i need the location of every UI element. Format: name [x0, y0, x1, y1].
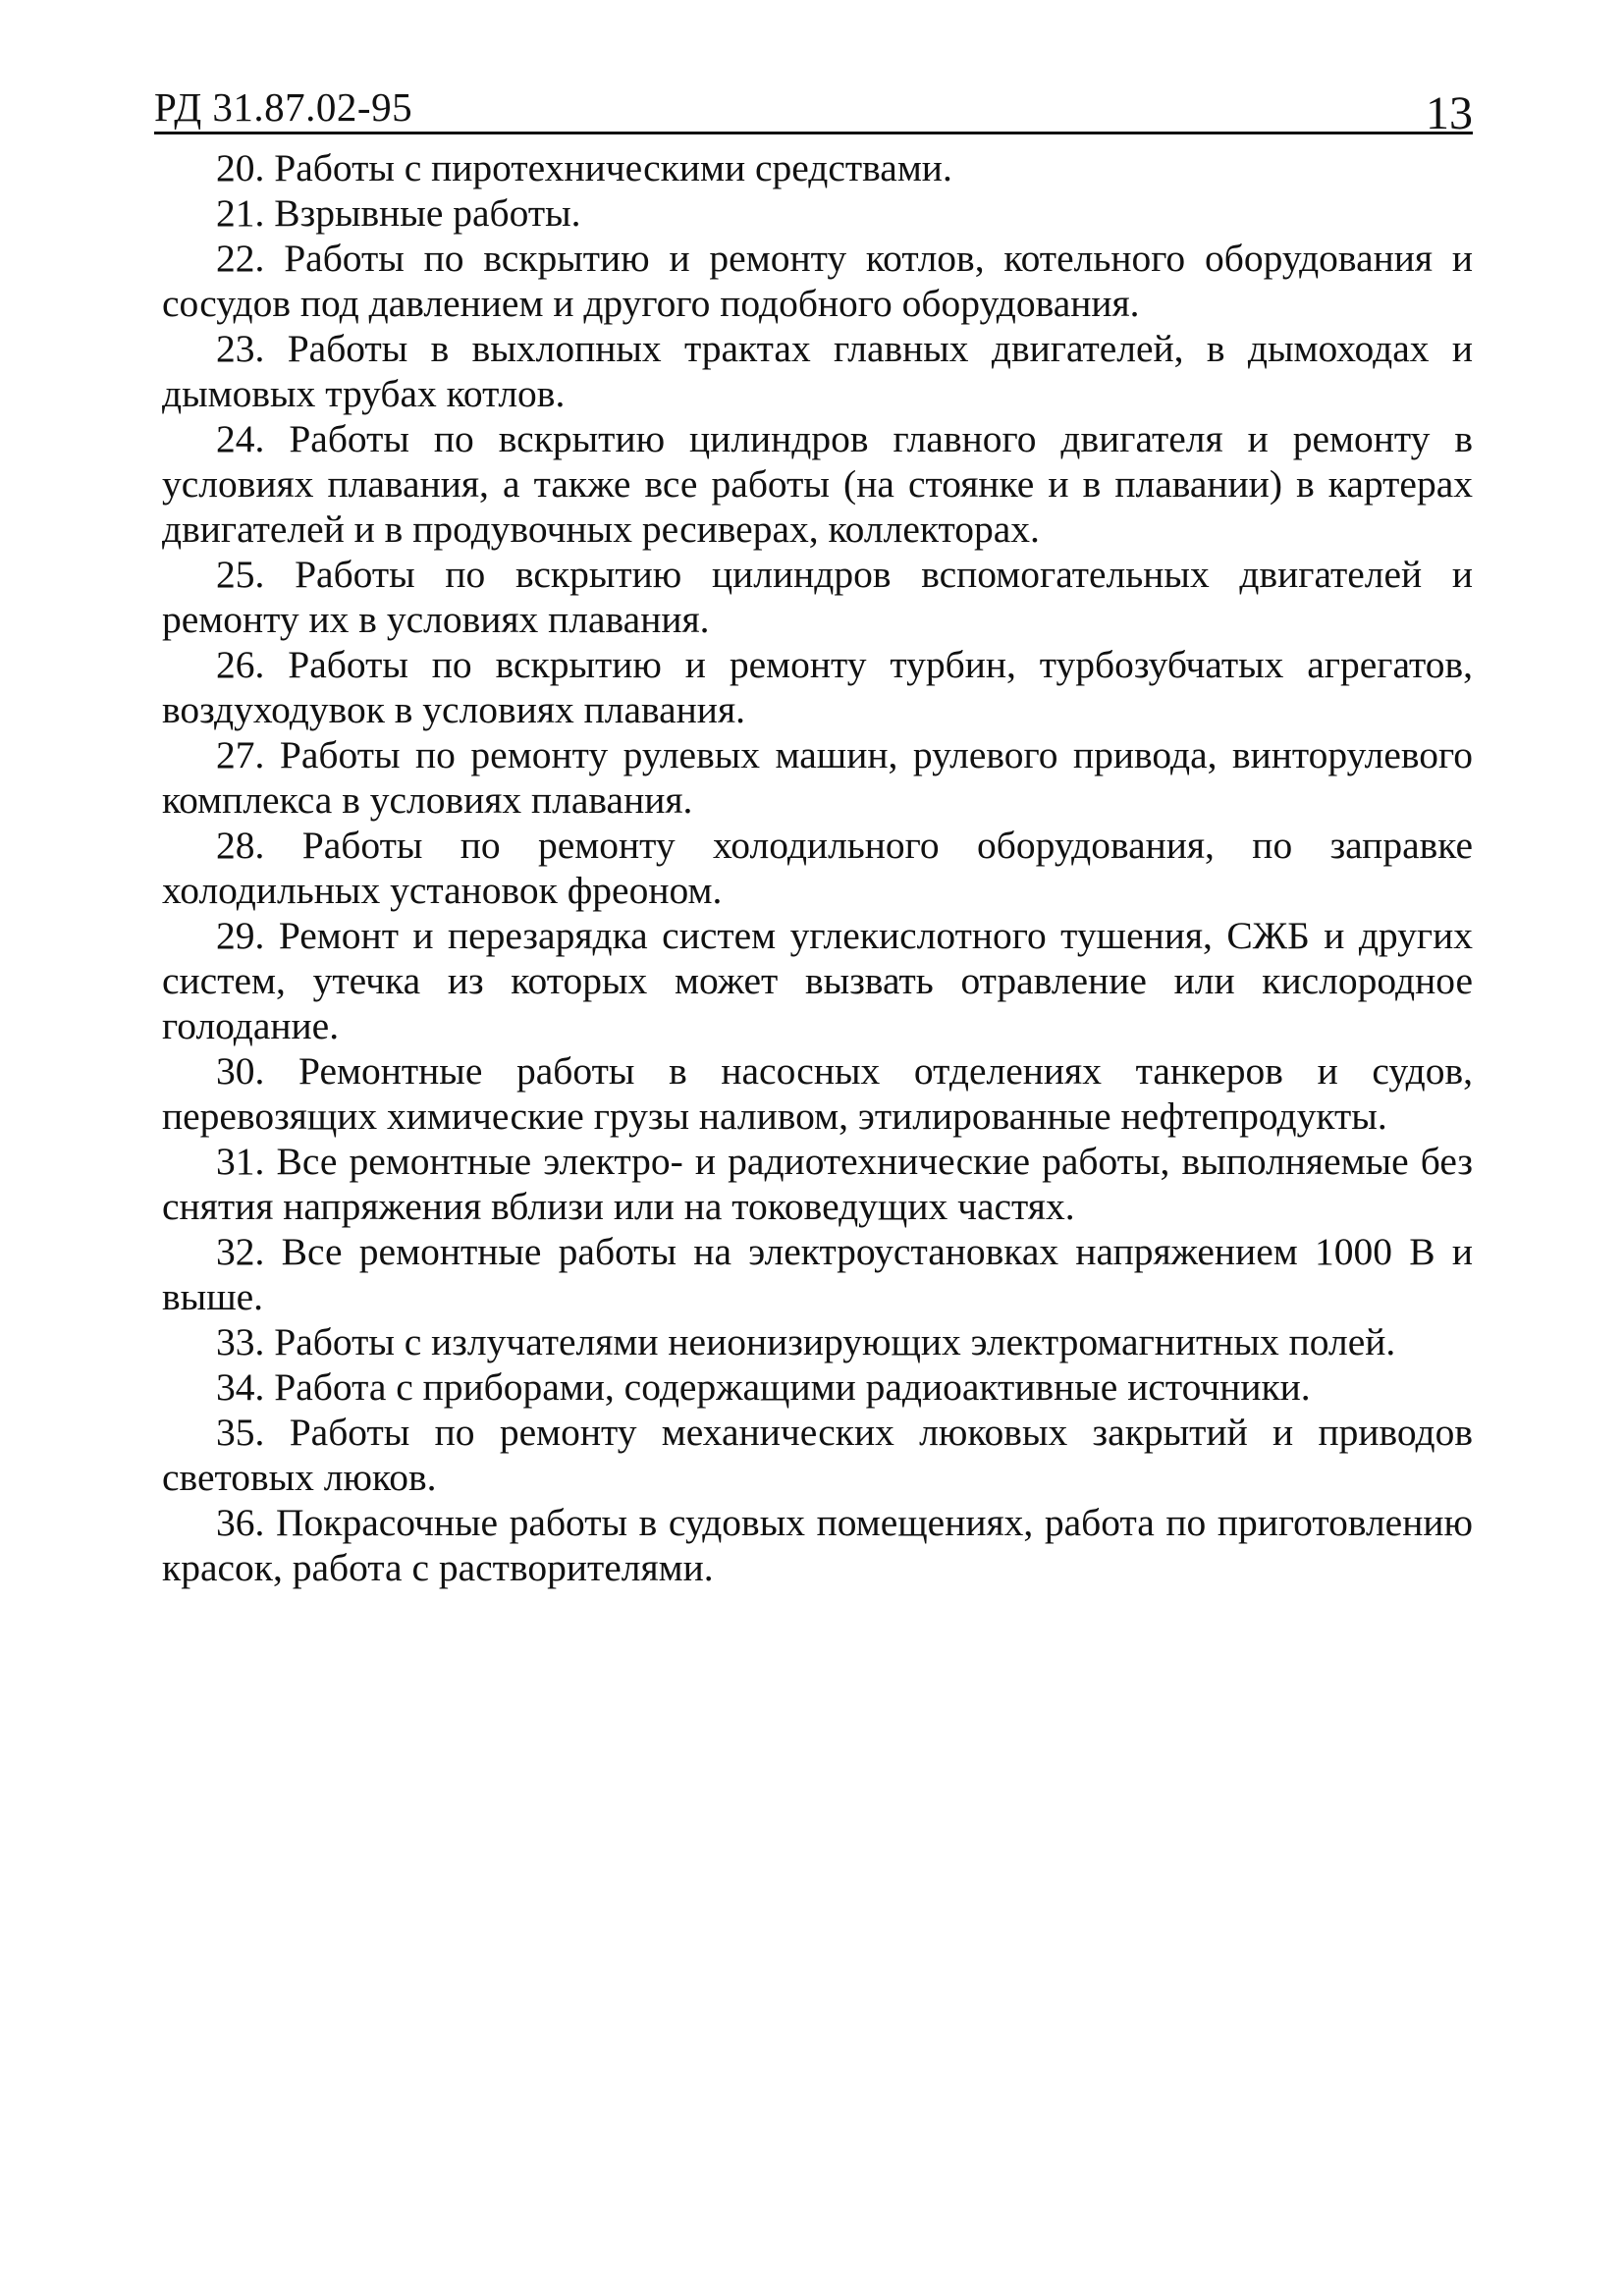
list-item-34: 34. Работа с приборами, содержащими радиоактивные источники.: [216, 1365, 1311, 1409]
list-item-22: 22. Работы по вскрытию и ремонту котлов, котельного оборудования и сосудов под давлением и другого подобного оборудования.: [162, 237, 1473, 325]
list-item-24: 24. Работы по вскрытию цилиндров главного двигателя и ремонту в условиях плавания, а также все работы (на стоянке и в плавании) в картерах двигателей и в продувочных ресиверах, коллекторах.: [162, 417, 1473, 551]
list-item-21: 21. Взрывные работы.: [216, 191, 581, 235]
list-item-35: 35. Работы по ремонту механических люковых закрытий и приводов световых люков.: [162, 1411, 1473, 1499]
list-item-27: 27. Работы по ремонту рулевых машин, рулевого привода, винторулевого комплекса в условиях плавания.: [162, 733, 1473, 822]
list-item-25: 25. Работы по вскрытию цилиндров вспомогательных двигателей и ремонту их в условиях плавания.: [162, 553, 1473, 641]
list-item-23: 23. Работы в выхлопных трактах главных двигателей, в дымоходах и дымовых трубах котлов.: [162, 327, 1473, 415]
page-header: [154, 77, 1473, 139]
list-item-36: 36. Покрасочные работы в судовых помещениях, работа по приготовлению красок, работа с растворителями.: [162, 1501, 1473, 1589]
list-item-30: 30. Ремонтные работы в насосных отделениях танкеров и судов, перевозящих химические грузы наливом, этилированные нефтепродукты.: [162, 1049, 1473, 1138]
list-item-31: 31. Все ремонтные электро- и радиотехнические работы, выполняемые без снятия напряжения вблизи или на токоведущих частях.: [162, 1140, 1473, 1228]
page-number: 13: [1426, 87, 1473, 139]
work-list: [162, 145, 1473, 1590]
list-item-28: 28. Работы по ремонту холодильного оборудования, по заправке холодильных установок фреоном.: [162, 824, 1473, 912]
list-item-29: 29. Ремонт и перезарядка систем углекислотного тушения, СЖБ и других систем, утечка из которых может вызвать отравление или кислородное голодание.: [162, 914, 1473, 1047]
list-item-33: 33. Работы с излучателями неионизирующих электромагнитных полей.: [216, 1320, 1396, 1363]
list-item-26: 26. Работы по вскрытию и ремонту турбин, турбозубчатых агрегатов, воздуходувок в условиях плавания.: [162, 643, 1473, 731]
list-item-32: 32. Все ремонтные работы на электроустановках напряжением 1000 В и выше.: [162, 1230, 1473, 1318]
list-item-20: 20. Работы с пиротехническими средствами.: [216, 146, 952, 189]
document-code: РД 31.87.02-95: [154, 84, 413, 130]
